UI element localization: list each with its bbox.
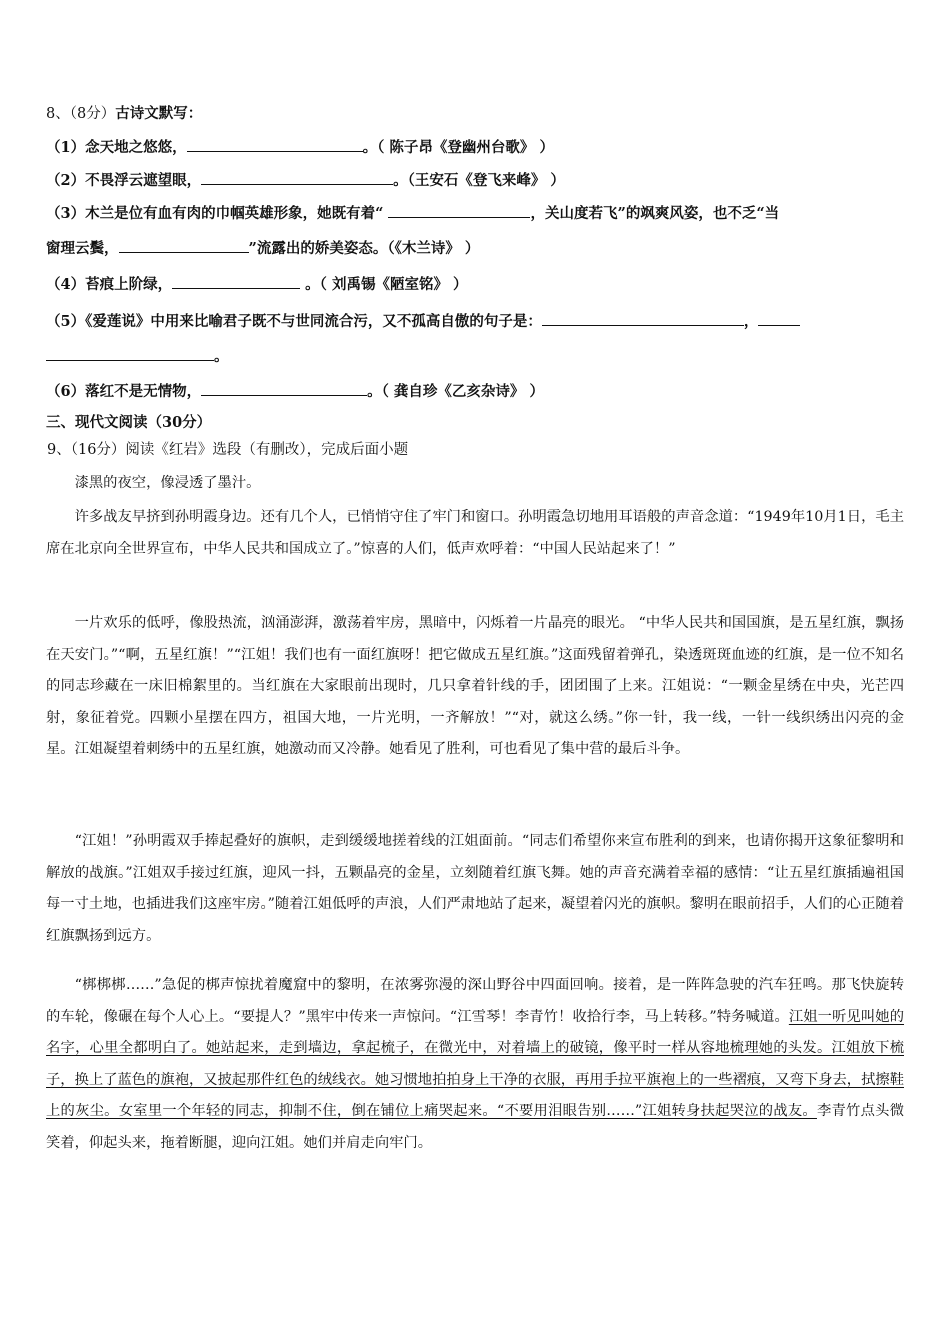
- q8-item-3-continuation: ，关山度若飞”的飒爽风姿，也不乏“当: [530, 205, 780, 222]
- passage-paragraph-2: 许多战友早挤到孙明霞身边。还有几个人，已悄悄守住了牢门和窗口。孙明霞急切地用耳语般的声音念道：“1949年10月1日，毛主席在北京向全世界宣布，中华人民共和国成立了。”惊喜的人们，低声欢呼着：“中国人民站起来了！”: [46, 509, 904, 557]
- q8-item-5: [46, 311, 800, 332]
- q8-item-4-source: 。（ 刘禹锡《陋室铭》 ）: [300, 276, 468, 293]
- q8-item-5-blank-2b[interactable]: [46, 346, 214, 361]
- passage-paragraph-5: [46, 970, 904, 1160]
- q8-item-5-line-2: [46, 346, 229, 367]
- q8-item-6-blank[interactable]: [201, 381, 367, 396]
- q8-item-3-blank-2[interactable]: [119, 238, 249, 253]
- q8-item-3-prompt: （3）木兰是位有血有肉的巾帼英雄形象，她既有着“: [46, 205, 389, 222]
- q8-item-6: [46, 381, 544, 402]
- q8-item-3-prompt-2: 窗理云鬓，: [46, 240, 119, 257]
- q8-item-4-prompt: （4）苔痕上阶绿，: [46, 276, 173, 293]
- passage-paragraph-5-end: 李青竹点头微笑着，仰起头来，拖着断腿，迎向江姐。她们并肩走向牢门。: [46, 1103, 904, 1151]
- q8-header: [46, 104, 202, 124]
- q8-item-5-blank-1[interactable]: [542, 311, 744, 326]
- q8-title: 古诗文默写：: [115, 105, 203, 122]
- q8-item-3-source: ”流露出的娇美姿态。（《木兰诗》 ）: [248, 240, 480, 257]
- q8-item-1-prompt: （1）念天地之悠悠，: [46, 139, 187, 156]
- q8-item-3-line-2: [46, 238, 479, 259]
- q8-item-6-prompt: （6）落红不是无情物，: [46, 383, 202, 400]
- q8-item-5-separator: ，: [743, 313, 759, 330]
- q8-item-3-blank-1[interactable]: [388, 203, 530, 218]
- q8-number: 8、（8分）: [46, 106, 116, 122]
- q8-item-2: [46, 170, 565, 191]
- q8-item-1-blank[interactable]: [187, 137, 363, 152]
- passage-paragraph-3: 一片欢乐的低呼，像股热流，汹涌澎湃，激荡着牢房，黑暗中，闪烁着一片晶亮的眼光。 “中华人民共和国国旗，是五星红旗，飘扬在天安门。”“啊，五星红旗！”“江姐！我们也有一面红旗呀！把它做成五星红旗。”这面残留着弹孔，染透斑斑血迹的红旗，是一位不知名的同志珍藏在一床旧棉絮里的。当红旗在大家眼前出现时，几只拿着针线的手，团团围了上来。江姐说：“一颗金星绣在中央，光芒四射，象征着党。四颗小星摆在四方，祖国大地，一片光明，一齐解放！”“对，就这么绣。”你一针，我一线，一针一线织绣出闪亮的金星。江姐凝望着刺绣中的五星红旗，她激动而又冷静。她看见了胜利，可也看见了集中营的最后斗争。: [46, 615, 904, 758]
- passage-paragraph-5-intro: “梆梆梆……”急促的梆声惊扰着魔窟中的黎明，在浓雾弥漫的深山野谷中四面回响。接着，是一阵阵急驶的汽车狂鸣。那飞快旋转的车轮，像碾在每个人心上。“要提人？”黑牢中传来一声惊问。“江雪琴！李青竹！收拾行李，马上转移。”特务喊道。: [46, 977, 904, 1025]
- q8-item-1-source: 。（ 陈子昂《登幽州台歌》 ）: [362, 139, 554, 156]
- q8-item-2-blank[interactable]: [201, 170, 393, 185]
- q8-item-1: [46, 137, 554, 158]
- passage-paragraph-1: 漆黑的夜空，像浸透了墨汁。: [74, 475, 261, 491]
- q8-item-5-blank-2a[interactable]: [758, 311, 800, 326]
- q8-item-2-prompt: （2）不畏浮云遮望眼，: [46, 172, 202, 189]
- q8-item-5-end: 。: [214, 348, 229, 365]
- q8-item-2-source: 。（王安石《登飞来峰》 ）: [393, 172, 565, 189]
- passage-paragraph-4: “江姐！”孙明霞双手捧起叠好的旗帜，走到缓缓地搓着线的江姐面前。“同志们希望你来宣布胜利的到来，也请你揭开这象征黎明和解放的战旗。”江姐双手接过红旗，迎风一抖，五颗晶亮的金星，立刻随着红旗飞舞。她的声音充满着幸福的感情：“让五星红旗插遍祖国每一寸土地，也插进我们这座牢房。”随着江姐低呼的声浪，人们严肃地站了起来，凝望着闪光的旗帜。黎明在眼前招手，人们的心正随着红旗飘扬到远方。: [46, 833, 904, 944]
- q8-item-6-source: 。（ 龚自珍《乙亥杂诗》 ）: [367, 383, 544, 400]
- q8-item-3: [46, 203, 779, 224]
- q8-item-5-prompt: （5）《爱莲说》中用来比喻君子既不与世同流合污，又不孤高自傲的句子是：: [46, 313, 542, 330]
- passage-underlined-sentence: 江姐一听见叫她的名字，心里全都明白了。她站起来，走到墙边，拿起梳子，在微光中，对着墙上的破镜，像平时一样从容地梳理她的头发。江姐放下梳子，换上了蓝色的旗袍，又披起那件红色的绒线衣。她习惯地拍拍身上干净的衣服，再用手拉平旗袍上的一些褶痕，又弯下身去，拭擦鞋上的灰尘。女室里一个年轻的同志，抑制不住，倒在铺位上痛哭起来。“不要用泪眼告别……”江姐转身扶起哭泣的战友。: [46, 1008, 905, 1120]
- q9-header: 9、（16分）阅读《红岩》选段（有删改），完成后面小题: [47, 442, 409, 458]
- q8-item-4-blank[interactable]: [172, 274, 300, 289]
- section-3-title: 三、现代文阅读（30分）: [46, 414, 212, 431]
- q8-item-4: [46, 274, 468, 295]
